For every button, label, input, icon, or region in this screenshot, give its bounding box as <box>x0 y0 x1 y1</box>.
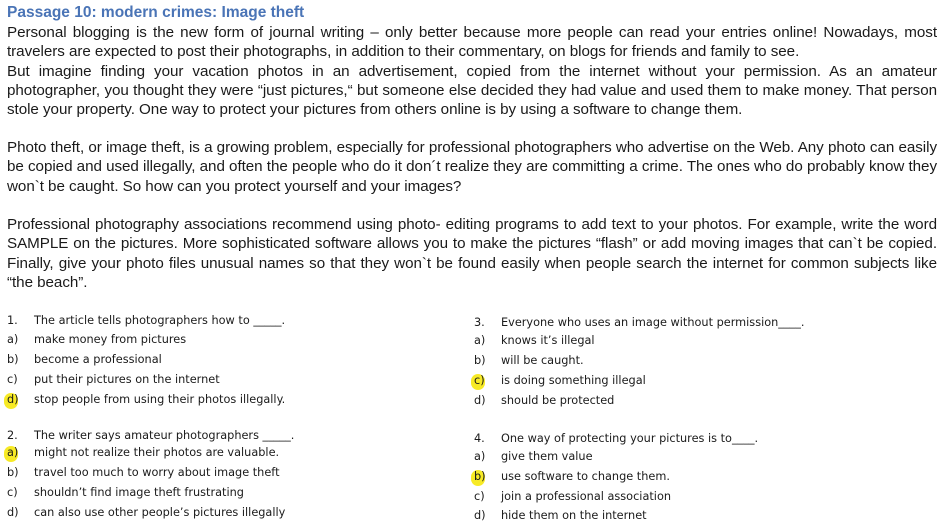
option-text: knows it’s illegal <box>501 334 595 347</box>
option-text: put their pictures on the internet <box>34 373 220 386</box>
option-letter: d) <box>474 394 486 407</box>
question-text: The writer says amateur photographers _____. <box>34 429 295 442</box>
question-number: 3. <box>474 316 485 329</box>
option-text: become a professional <box>34 353 162 366</box>
option-letter: c) <box>474 490 485 503</box>
option-letter: b) <box>7 353 19 366</box>
option-text: make money from pictures <box>34 333 187 346</box>
option-letter: c) <box>7 373 18 386</box>
question-number: 2. <box>7 429 18 442</box>
option-letter: d) <box>7 506 19 519</box>
option-text: might not realize their photos are valuable. <box>34 446 280 459</box>
passage-title: Passage 10: modern crimes: Image theft <box>7 4 305 21</box>
option-letter: a) <box>7 446 19 459</box>
option-text: is doing something illegal <box>501 374 646 387</box>
option-text: can also use other people’s pictures illegally <box>34 506 286 519</box>
question-text: The article tells photographers how to _____. <box>34 314 286 327</box>
option-text: stop people from using their photos illegally. <box>34 393 286 406</box>
option-text: use software to change them. <box>501 470 670 483</box>
option-letter: c) <box>7 486 18 499</box>
option-letter: d) <box>7 393 19 406</box>
option-text: join a professional association <box>501 490 672 503</box>
option-letter: c) <box>474 374 485 387</box>
question-number: 1. <box>7 314 18 327</box>
option-text: give them value <box>501 450 593 463</box>
option-text: hide them on the internet <box>501 509 647 522</box>
option-text: will be caught. <box>501 354 584 367</box>
option-letter: b) <box>474 354 486 367</box>
option-letter: b) <box>7 466 19 479</box>
option-letter: a) <box>474 450 486 463</box>
option-letter: a) <box>7 333 19 346</box>
paragraph-2: Photo theft, or image theft, is a growing problem, especially for professional photographers who advertise on the Web. Any photo can easily be copied and used illegally, and often the people who do it don´t realize they are committing a crime. The ones who do probably know they won`t be caught. So how can you protect yourself and your images? <box>7 139 937 195</box>
question-text: Everyone who uses an image without permission____. <box>501 316 805 329</box>
option-letter: d) <box>474 509 486 522</box>
paragraph-3: Professional photography associations recommend using photo- editing programs to add text to your photos. For example, write the word SAMPLE on the pictures. More sophisticated software allows you to make the pictures “flash” or add moving images that can`t be copied. Finally, give your photo files unusual names so that they won`t be found easily when people search the internet for common subjects like “the beach”. <box>7 216 937 291</box>
paragraph-1: Personal blogging is the new form of journal writing – only better because more people can read your entries online! Nowadays, most travelers are expected to post their photographs, in addition to their commentary, on blogs for friends and family to see. But imagine finding your vacation photos in an advertisement, copied from the internet without your permission. As an amateur photographer, you thought they were “just pictures,“ but someone else decided they had value and used them to make money. That person stole your property. One way to protect your pictures from others online is by using a software to change them. <box>7 24 937 119</box>
option-text: should be protected <box>501 394 615 407</box>
option-letter: b) <box>474 470 486 483</box>
option-text: shouldn’t find image theft frustrating <box>34 486 244 499</box>
question-number: 4. <box>474 432 485 445</box>
option-letter: a) <box>474 334 486 347</box>
option-text: travel too much to worry about image theft <box>34 466 280 479</box>
question-text: One way of protecting your pictures is to____. <box>501 432 759 445</box>
